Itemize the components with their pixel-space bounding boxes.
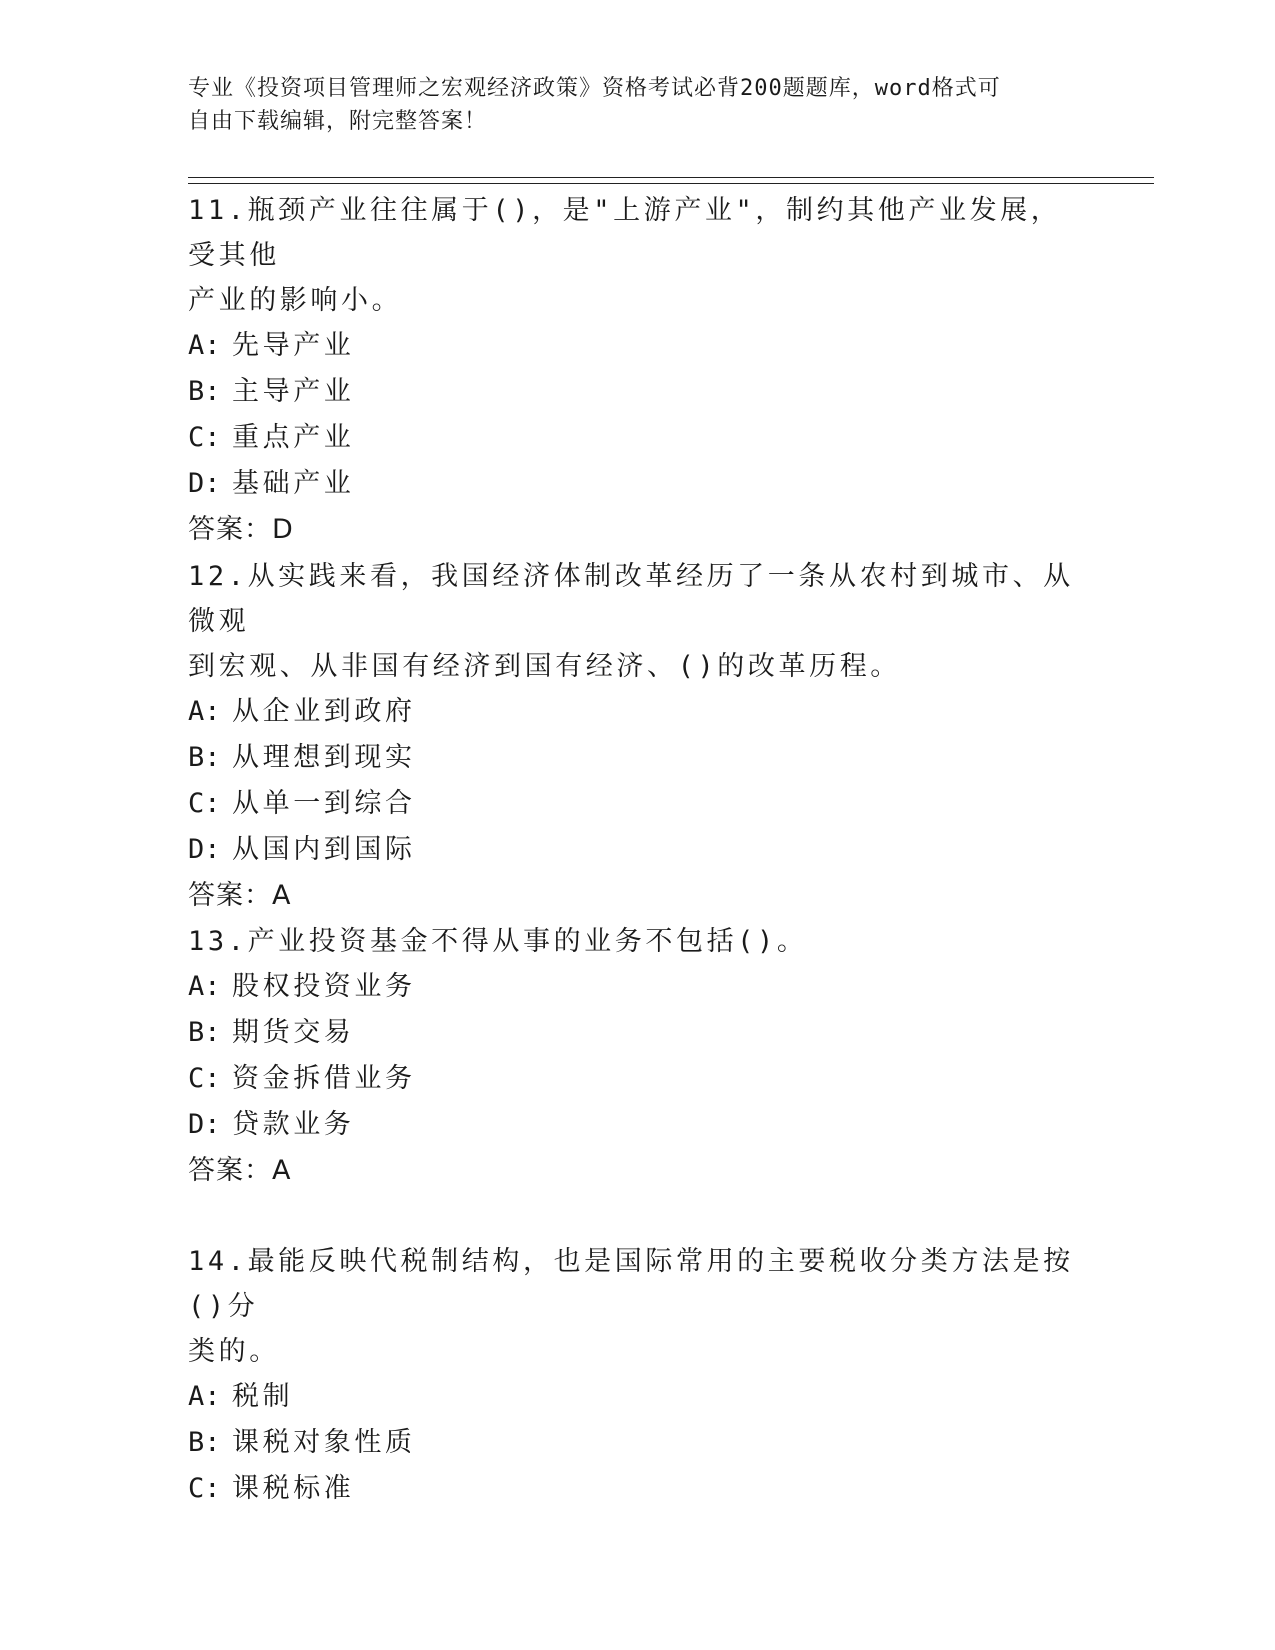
question-stem-line: 产业的影响小。	[188, 285, 403, 316]
option-text: 课税对象性质	[232, 1427, 416, 1458]
option-letter: B:	[188, 376, 221, 407]
question-stem-line: 12.从实践来看，我国经济体制改革经历了一条从农村到城市、从微观	[188, 561, 1074, 637]
option-letter: B:	[188, 742, 221, 773]
option-text: 重点产业	[232, 422, 355, 453]
option-letter: D:	[188, 468, 221, 499]
option-text: 税制	[232, 1381, 294, 1412]
option-text: 期货交易	[232, 1017, 355, 1048]
option-letter: C:	[188, 1473, 221, 1504]
option-letter: C:	[188, 1063, 221, 1094]
option-a	[188, 323, 1088, 369]
option-d	[188, 827, 1088, 873]
option-a	[188, 689, 1088, 735]
question-stem-line: 13.产业投资基金不得从事的业务不包括()。	[188, 926, 808, 957]
question-stem-line: 11.瓶颈产业往往属于()，是"上游产业"，制约其他产业发展，受其他	[188, 195, 1062, 271]
option-letter: D:	[188, 1109, 221, 1140]
option-text: 从理想到现实	[232, 742, 416, 773]
option-a	[188, 964, 1088, 1010]
header-line-1: 专业《投资项目管理师之宏观经济政策》资格考试必背200题题库，word格式可	[188, 76, 1001, 101]
option-text: 课税标准	[232, 1473, 355, 1504]
option-letter: A:	[188, 971, 221, 1002]
question-12	[188, 554, 1088, 919]
option-c	[188, 781, 1088, 827]
option-letter: A:	[188, 696, 221, 727]
option-text: 从单一到综合	[232, 788, 416, 819]
question-stem-line: 14.最能反映代税制结构，也是国际常用的主要税收分类方法是按()分	[188, 1246, 1074, 1322]
option-letter: B:	[188, 1017, 221, 1048]
option-text: 基础产业	[232, 468, 355, 499]
answer-line: 答案：A	[188, 880, 292, 911]
option-b	[188, 735, 1088, 781]
option-letter: A:	[188, 330, 221, 361]
question-14	[188, 1239, 1088, 1512]
question-stem-line: 类的。	[188, 1336, 280, 1367]
option-b	[188, 1010, 1088, 1056]
option-a	[188, 1374, 1088, 1420]
option-text: 从国内到国际	[232, 834, 416, 865]
answer-line: 答案：D	[188, 514, 294, 545]
answer-line: 答案：A	[188, 1155, 292, 1186]
option-c	[188, 415, 1088, 461]
header-divider-top	[188, 177, 1154, 178]
option-text: 从企业到政府	[232, 696, 416, 727]
option-text: 贷款业务	[232, 1109, 355, 1140]
question-stem-line: 到宏观、从非国有经济到国有经济、()的改革历程。	[188, 651, 901, 682]
option-letter: D:	[188, 834, 221, 865]
option-letter: B:	[188, 1427, 221, 1458]
option-b	[188, 369, 1088, 415]
option-c	[188, 1056, 1088, 1102]
option-c	[188, 1466, 1088, 1512]
question-11	[188, 188, 1088, 553]
option-text: 资金拆借业务	[232, 1063, 416, 1094]
option-letter: A:	[188, 1381, 221, 1412]
document-header	[188, 72, 1068, 138]
option-text: 主导产业	[232, 376, 355, 407]
question-13	[188, 919, 1088, 1194]
option-d	[188, 461, 1088, 507]
option-d	[188, 1102, 1088, 1148]
header-line-2: 自由下载编辑，附完整答案！	[188, 109, 488, 134]
option-letter: C:	[188, 788, 221, 819]
option-text: 股权投资业务	[232, 971, 416, 1002]
option-letter: C:	[188, 422, 221, 453]
option-b	[188, 1420, 1088, 1466]
header-divider-bottom	[188, 183, 1154, 184]
option-text: 先导产业	[232, 330, 355, 361]
